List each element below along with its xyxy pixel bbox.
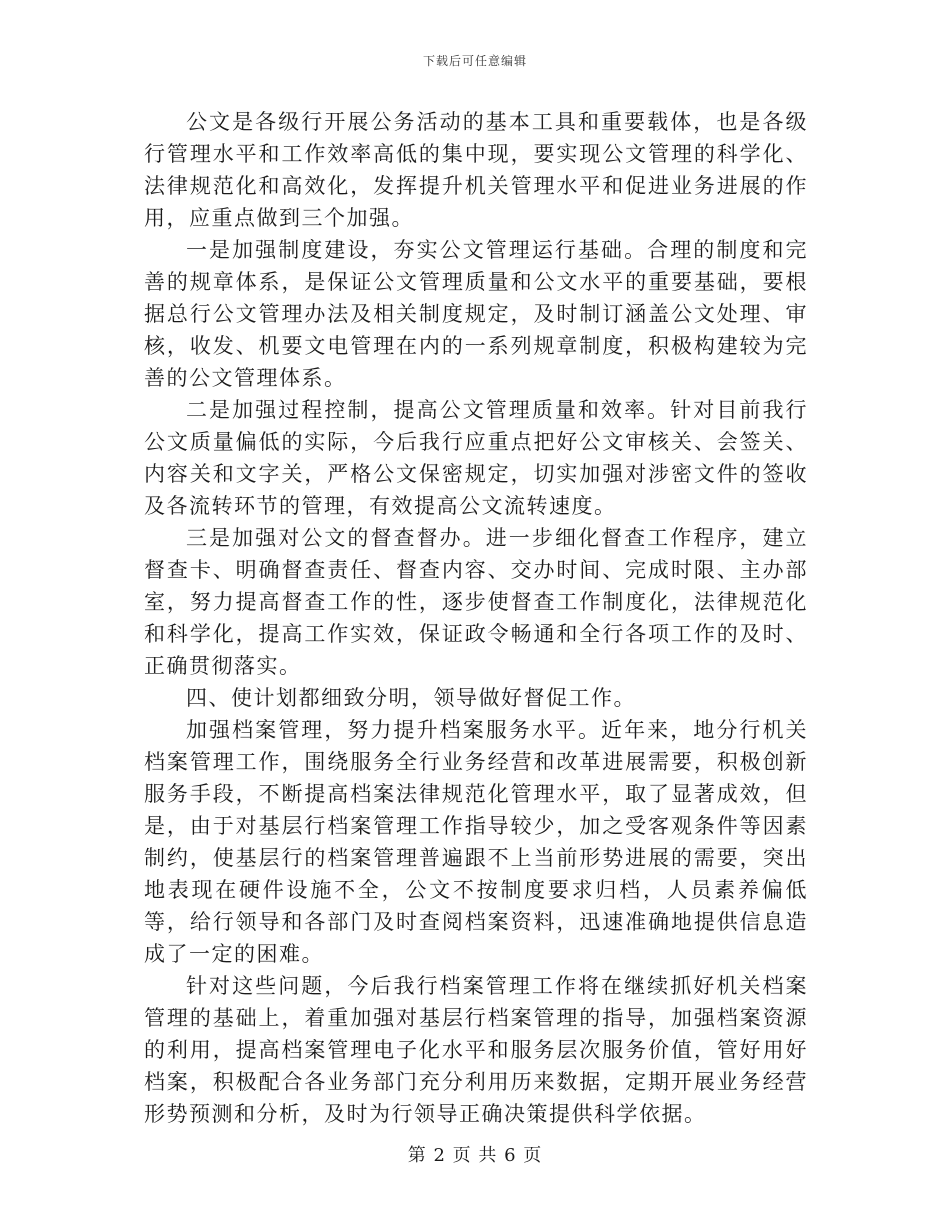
page-number: 第 2 页 共 6 页 bbox=[407, 1145, 543, 1166]
paragraph: 加强档案管理，努力提升档案服务水平。近年来，地分行机关档案管理工作，围绕服务全行业务经营和改革进展需要，积极创新服务手段，不断提高档案法律规范化管理水平，取了显著成效，但是，由于对基层行档案管理工作指导较少，加之受客观条件等因素制约，使基层行的档案管理普遍跟不上当前形势进展的需要，突出地表现在硬件设施不全，公文不按制度要求归档，人员素养偏低等，给行领导和各部门及时查阅档案资料，迅速准确地提供信息造成了一定的困难。 bbox=[144, 718, 808, 966]
paragraph: 针对这些问题，今后我行档案管理工作将在继续抓好机关档案管理的基础上，着重加强对基层行档案管理的指导，加强档案资源的利用，提高档案管理电子化水平和服务层次服务价值，管好用好档案，积极配合各业务部门充分利用历来数据，定期开展业务经营形势预测和分析，及时为行领导正确决策提供科学依据。 bbox=[144, 974, 808, 1126]
paragraph: 三是加强对公文的督查督办。进一步细化督查工作程序，建立督查卡、明确督查责任、督查内容、交办时间、完成时限、主办部室，努力提高督查工作的性，逐步使督查工作制度化，法律规范化和科学化，提高工作实效，保证政令畅通和全行各项工作的及时、正确贯彻落实。 bbox=[144, 526, 808, 678]
paragraph: 四、使计划都细致分明，领导做好督促工作。 bbox=[186, 686, 636, 710]
paragraph: 公文是各级行开展公务活动的基本工具和重要载体，也是各级行管理水平和工作效率高低的集中现，要实现公文管理的科学化、法律规范化和高效化，发挥提升机关管理水平和促进业务进展的作用，应重点做到三个加强。 bbox=[144, 110, 808, 230]
paragraph: 二是加强过程控制，提高公文管理质量和效率。针对目前我行公文质量偏低的实际，今后我行应重点把好公文审核关、会签关、内容关和文字关，严格公文保密规定，切实加强对涉密文件的签收及各流转环节的管理，有效提高公文流转速度。 bbox=[144, 398, 808, 518]
paragraph: 一是加强制度建设，夯实公文管理运行基础。合理的制度和完善的规章体系，是保证公文管理质量和公文水平的重要基础，要根据总行公文管理办法及相关制度规定，及时制订涵盖公文处理、审核，收发、机要文电管理在内的一系列规章制度，积极构建较为完善的公文管理体系。 bbox=[144, 238, 808, 390]
document-body bbox=[144, 106, 808, 1130]
page-header: 下载后可任意编辑 bbox=[422, 54, 527, 68]
